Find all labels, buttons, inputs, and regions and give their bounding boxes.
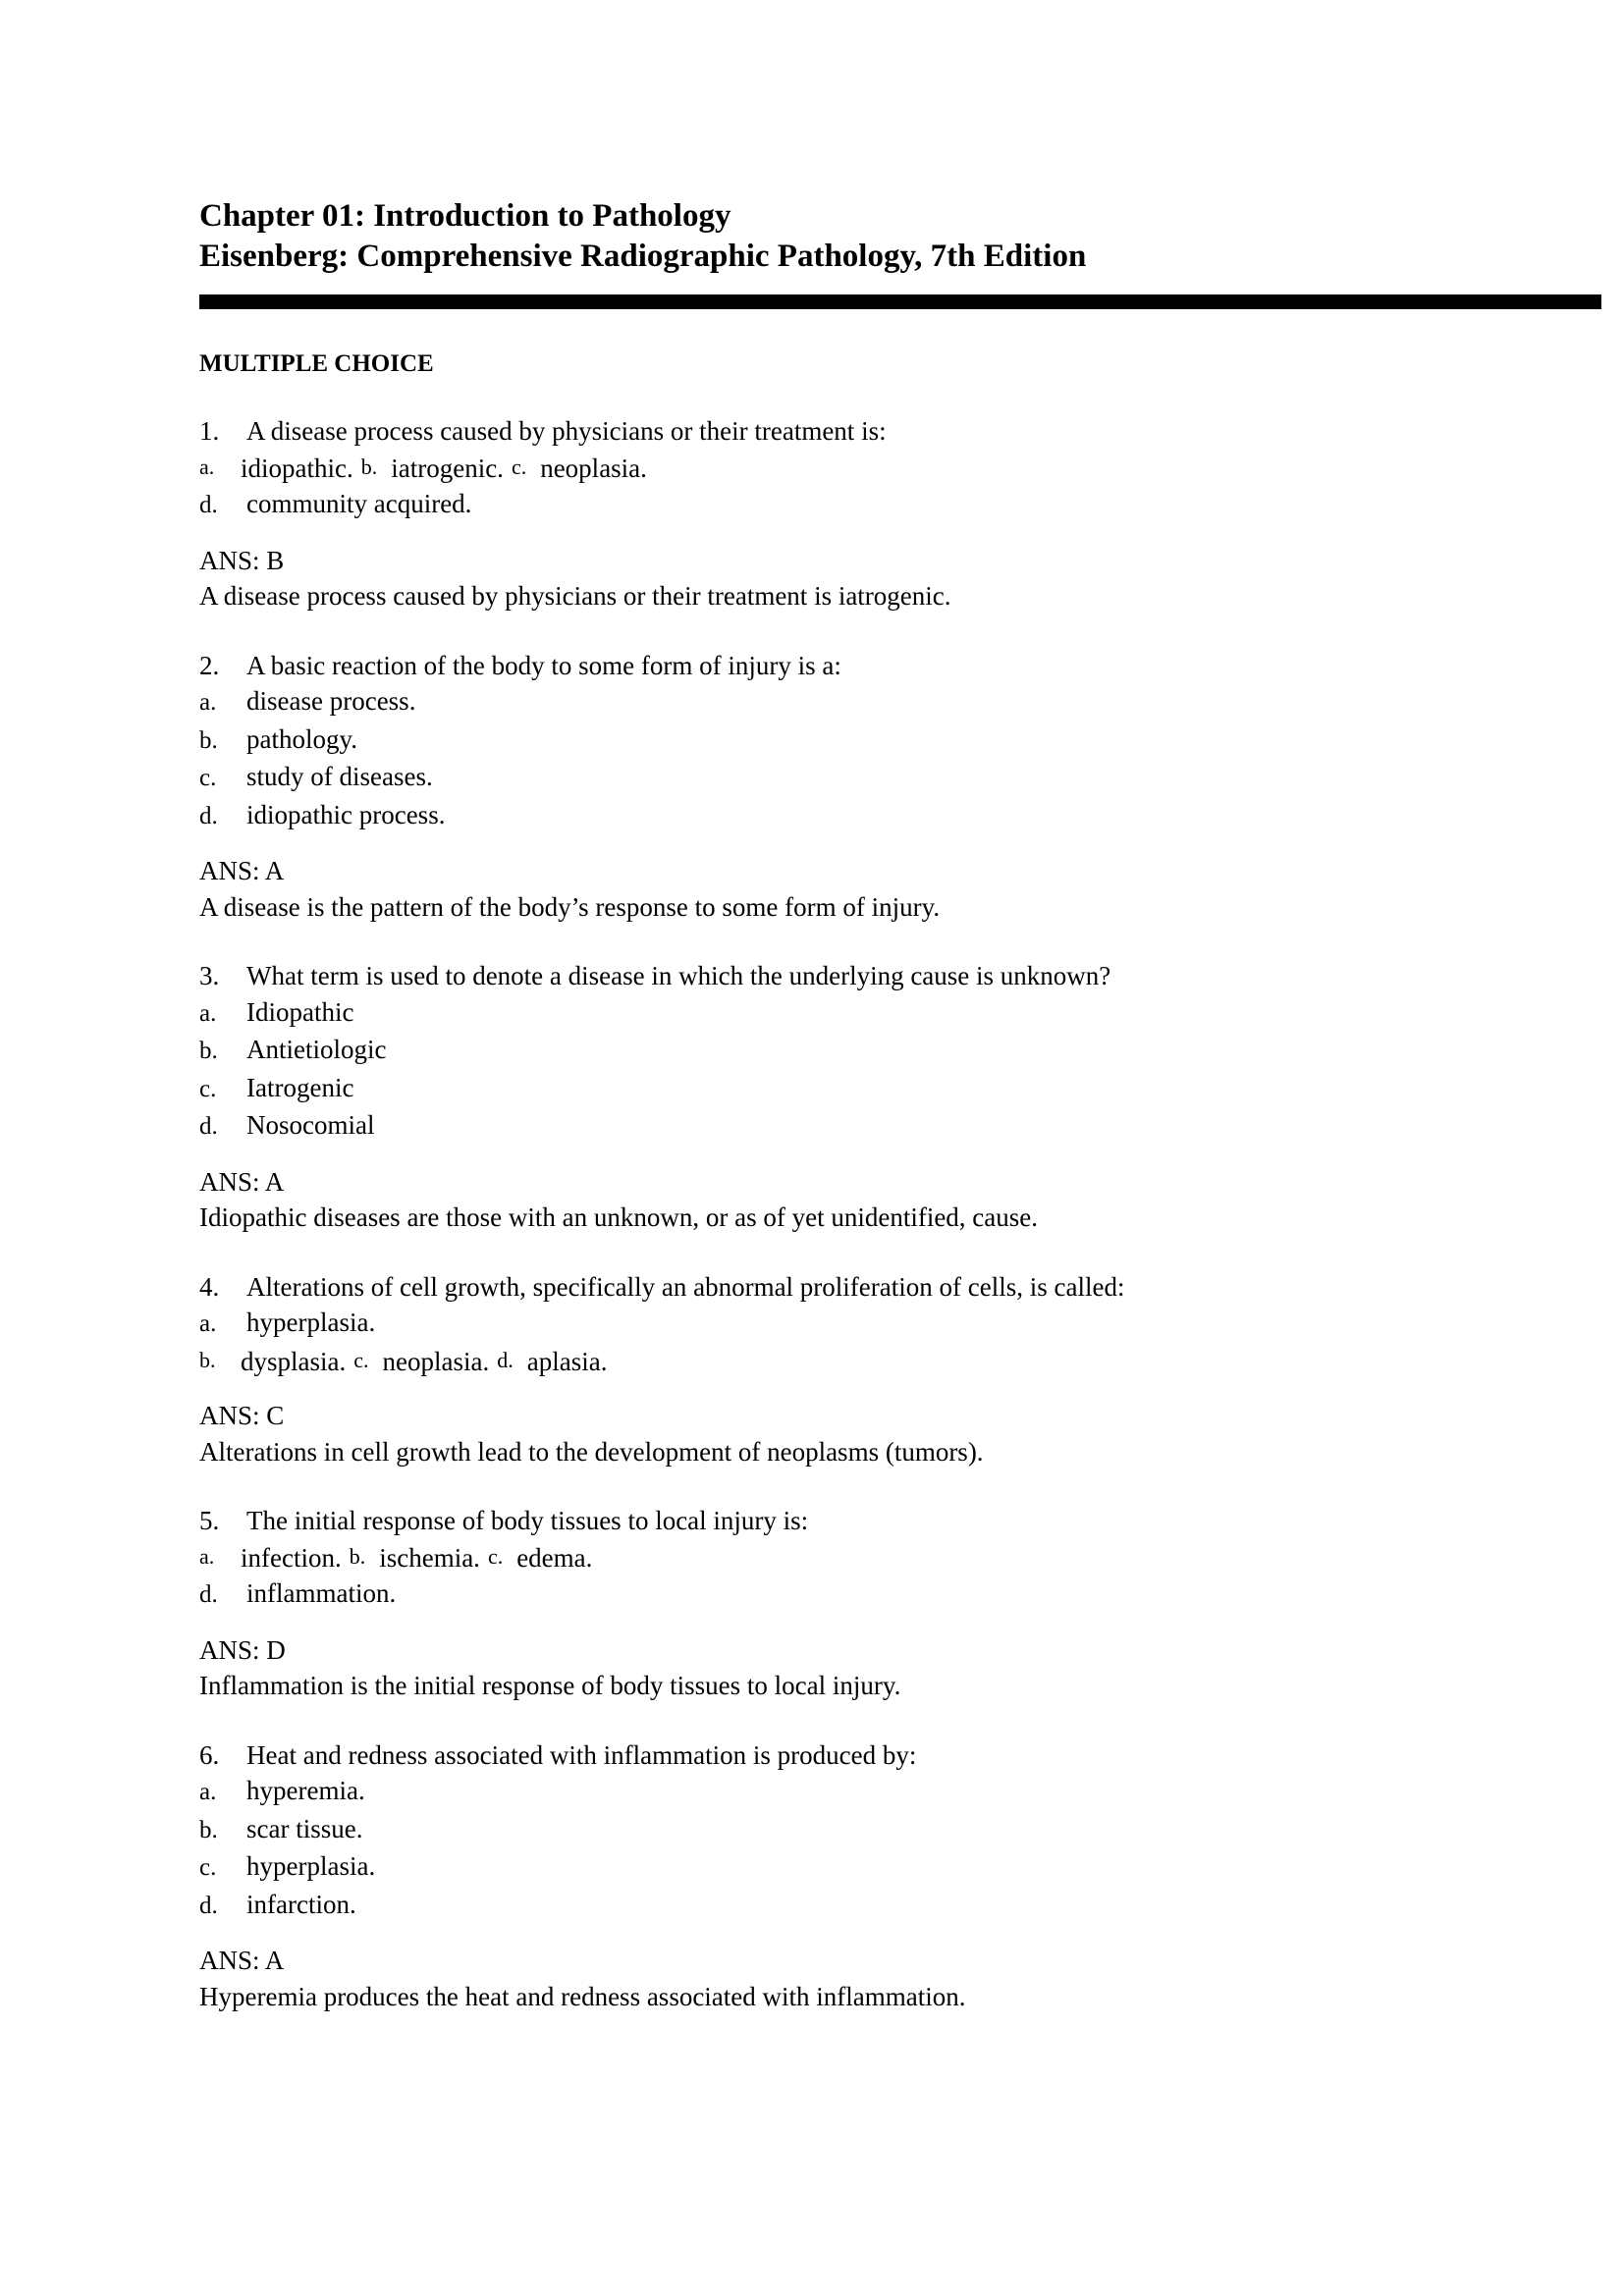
- question-block: [199, 958, 1601, 1236]
- question-text: [199, 958, 1601, 994]
- option-row: [199, 1305, 1601, 1343]
- option-row: [199, 1343, 1601, 1380]
- option-text: neoplasia.: [382, 1346, 490, 1376]
- option-letter: a.: [199, 1310, 217, 1337]
- option-letter: d.: [199, 1581, 218, 1608]
- option-text: dysplasia.: [241, 1346, 347, 1376]
- option-text: Nosocomial: [246, 1110, 375, 1140]
- document-page: [199, 196, 1601, 2014]
- answer-key: ANS: C: [199, 1401, 285, 1430]
- question-number: 4.: [199, 1271, 220, 1302]
- option-text: disease process.: [246, 686, 416, 716]
- option-letter: b.: [349, 1543, 366, 1569]
- answer-explanation: A disease is the pattern of the body’s response to some form of injury.: [199, 891, 941, 922]
- question-block: [199, 1503, 1601, 1704]
- answer-explanation: Alterations in cell growth lead to the development of neoplasms (tumors).: [199, 1436, 984, 1467]
- answer-explanation: Idiopathic diseases are those with an unknown, or as of yet unidentified, cause.: [199, 1202, 1039, 1232]
- chapter-title: Chapter 01: Introduction to Pathology: [199, 198, 731, 234]
- answer-key: ANS: A: [199, 1946, 285, 1975]
- option-text: hyperemia.: [246, 1776, 365, 1805]
- answer-key: ANS: A: [199, 1166, 285, 1197]
- question-stem: The initial response of body tissues to local injury is:: [246, 1506, 809, 1535]
- question-block: [199, 1737, 1601, 2015]
- option-letter: b.: [199, 726, 218, 754]
- question-text: [199, 1269, 1601, 1306]
- question-block: [199, 1269, 1601, 1470]
- option-letter: a.: [199, 454, 215, 479]
- question-number: 2.: [199, 650, 220, 680]
- option-letter: d.: [199, 1113, 218, 1140]
- question-text: [199, 1737, 1601, 1774]
- option-letter: c.: [199, 765, 217, 791]
- answer-key: ANS: D: [199, 1634, 286, 1665]
- option-text: inflammation.: [246, 1578, 397, 1608]
- option-letter: b.: [360, 454, 378, 479]
- question-text: [199, 1503, 1601, 1539]
- option-letter: c.: [353, 1347, 369, 1372]
- option-letter: a.: [199, 1779, 217, 1805]
- option-letter: b.: [199, 1816, 218, 1843]
- option-row: [199, 1070, 1601, 1108]
- option-text: Idiopathic: [246, 996, 354, 1027]
- option-row: [199, 683, 1601, 721]
- option-row: [199, 1032, 1601, 1070]
- option-text: iatrogenic.: [391, 453, 504, 483]
- option-text: pathology.: [246, 723, 357, 754]
- option-letter: c.: [511, 454, 527, 479]
- option-text: idiopathic.: [241, 453, 353, 483]
- option-row: [199, 994, 1601, 1033]
- question-number: 1.: [199, 416, 220, 446]
- question-stem: A disease process caused by physicians or their treatment is:: [246, 416, 887, 446]
- option-text: study of diseases.: [246, 762, 433, 791]
- option-text: neoplasia.: [540, 453, 647, 483]
- option-text: hyperplasia.: [246, 1851, 376, 1881]
- question-number: 3.: [199, 961, 220, 990]
- option-text: Antietiologic: [246, 1035, 387, 1064]
- answer-explanation: Inflammation is the initial response of body tissues to local injury.: [199, 1671, 901, 1700]
- option-row: [199, 759, 1601, 797]
- option-text: idiopathic process.: [246, 799, 446, 829]
- option-letter: a.: [199, 689, 217, 716]
- question-list: [199, 413, 1601, 2014]
- option-row: [199, 797, 1601, 835]
- option-row: [199, 1107, 1601, 1146]
- option-letter: c.: [199, 1854, 217, 1881]
- option-row: [199, 1811, 1601, 1849]
- question-stem: Heat and redness associated with inflammation is produced by:: [246, 1739, 917, 1770]
- option-row: [199, 721, 1601, 760]
- option-letter: b.: [199, 1347, 216, 1372]
- option-row: [199, 1773, 1601, 1811]
- option-row: [199, 1887, 1601, 1925]
- option-text: edema.: [516, 1542, 593, 1573]
- option-text: hyperplasia.: [246, 1308, 376, 1337]
- option-text: community acquired.: [246, 489, 472, 518]
- question-text: [199, 413, 1601, 450]
- answer-explanation: Hyperemia produces the heat and redness associated with inflammation.: [199, 1981, 966, 2011]
- question-number: 6.: [199, 1739, 220, 1770]
- question-stem: Alterations of cell growth, specifically an abnormal proliferation of cells, is called:: [246, 1271, 1125, 1302]
- option-letter: a.: [199, 1543, 215, 1569]
- option-row: [199, 486, 1601, 524]
- option-text: infection.: [241, 1542, 342, 1573]
- option-text: aplasia.: [526, 1346, 608, 1376]
- option-letter: d.: [199, 802, 218, 829]
- option-letter: d.: [497, 1347, 514, 1372]
- option-text: Iatrogenic: [246, 1072, 354, 1102]
- option-letter: a.: [199, 999, 217, 1027]
- book-title: Eisenberg: Comprehensive Radiographic Pathology, 7th Edition: [199, 239, 1087, 274]
- section-heading: MULTIPLE CHOICE: [199, 350, 434, 377]
- option-letter: c.: [199, 1075, 217, 1102]
- question-block: [199, 413, 1601, 614]
- question-block: [199, 648, 1601, 926]
- option-letter: d.: [199, 492, 218, 518]
- option-row: [199, 1848, 1601, 1887]
- answer-explanation: A disease process caused by physicians or their treatment is iatrogenic.: [199, 581, 951, 611]
- answer-key: ANS: A: [199, 856, 285, 885]
- answer-key: ANS: B: [199, 545, 285, 575]
- option-text: scar tissue.: [246, 1813, 363, 1843]
- option-letter: d.: [199, 1892, 218, 1919]
- option-row: [199, 1575, 1601, 1614]
- question-number: 5.: [199, 1506, 220, 1535]
- question-text: [199, 648, 1601, 684]
- header-rule: [199, 294, 1601, 309]
- option-row: [199, 450, 1601, 487]
- option-letter: b.: [199, 1038, 218, 1064]
- option-text: ischemia.: [379, 1542, 480, 1573]
- option-row: [199, 1539, 1601, 1576]
- option-text: infarction.: [246, 1889, 356, 1919]
- question-stem: A basic reaction of the body to some form of injury is a:: [246, 650, 841, 680]
- question-stem: What term is used to denote a disease in which the underlying cause is unknown?: [246, 961, 1111, 990]
- option-letter: c.: [487, 1543, 504, 1569]
